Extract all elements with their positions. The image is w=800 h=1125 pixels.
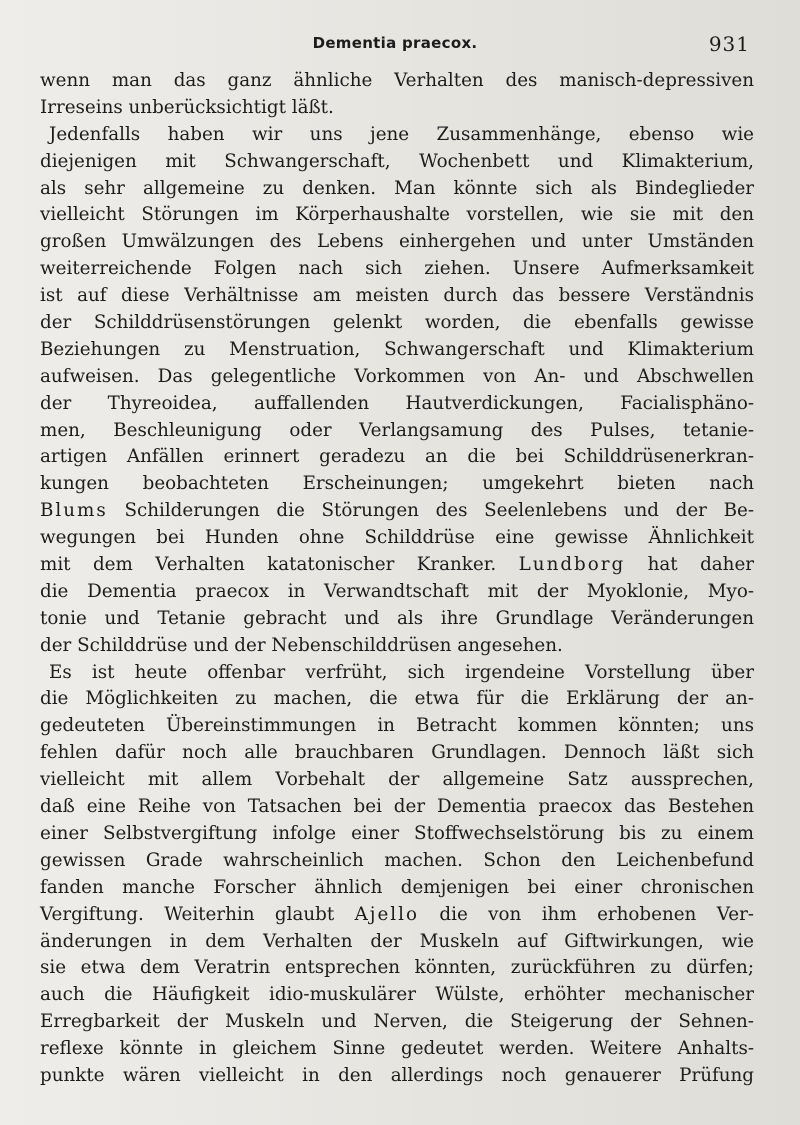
text-line: als sehr allgemeine zu denken. Man könnte sich als Bindeglieder — [40, 177, 754, 199]
text-line: weiterreichende Folgen nach sich ziehen. Unsere Aufmerksamkeit — [40, 258, 754, 280]
text-line: aufweisen. Das gelegentliche Vorkommen von An- und Abschwellen — [40, 365, 754, 387]
text-line: die Dementia praecox in Verwandtschaft mit der Myoklonie, Myo- — [40, 580, 754, 602]
text-line: kungen beobachteten Erscheinungen; umgekehrt bieten nach — [40, 473, 754, 495]
text-line: Blums Schilderungen die Störungen des Seelenlebens und der Be- — [40, 500, 754, 522]
text-line: artigen Anfällen erinnert geradezu an die bei Schilddrüsenerkran- — [40, 446, 754, 468]
text-line: der Thyreoidea, auffallenden Hautverdickungen, Facialisphäno- — [40, 392, 754, 414]
text-line: tonie und Tetanie gebracht und als ihre Grundlage Veränderungen — [40, 607, 754, 629]
text-line: Vergiftung. Weiterhin glaubt Ajello die von ihm erhobenen Ver- — [40, 903, 754, 925]
text-line: Jedenfalls haben wir uns jene Zusammenhänge, ebenso wie — [49, 123, 754, 145]
text-line: men, Beschleunigung oder Verlangsamung des Pulses, tetanie- — [40, 419, 754, 441]
text-line: daß eine Reihe von Tatsachen bei der Dementia praecox das Bestehen — [40, 796, 754, 818]
author-name: Lundborg — [518, 554, 626, 576]
text-line: reflexe könnte in gleichem Sinne gedeutet werden. Weitere Anhalts- — [40, 1038, 754, 1060]
text-line: sie etwa dem Veratrin entsprechen könnten, zurückführen zu dürfen; — [40, 957, 754, 979]
text-line: Es ist heute offenbar verfrüht, sich irgendeine Vorstellung über — [49, 661, 754, 683]
text-line: diejenigen mit Schwangerschaft, Wochenbett und Klimakterium, — [40, 150, 754, 172]
text-line: der Schilddrüsenstörungen gelenkt worden, die ebenfalls gewisse — [40, 312, 754, 334]
text-line: vielleicht Störungen im Körperhaushalte vorstellen, wie sie mit den — [40, 204, 754, 226]
page-header — [40, 30, 750, 60]
text-line: die Möglichkeiten zu machen, die etwa für die Erklärung der an- — [40, 688, 754, 710]
text-line: Erregbarkeit der Muskeln und Nerven, die Steigerung der Sehnen- — [40, 1011, 754, 1033]
text-line: mit dem Verhalten katatonischer Kranker. Lundborg hat daher — [40, 554, 755, 576]
body-text — [40, 68, 754, 1090]
text-line: Irreseins unberücksichtigt läßt. — [40, 96, 334, 118]
text-line: wenn man das ganz ähnliche Verhalten des manisch-depressiven — [40, 70, 754, 91]
text-line: Beziehungen zu Menstruation, Schwangerschaft und Klimakterium — [40, 338, 754, 360]
text-line: einer Selbstvergiftung infolge einer Stoffwechselstörung bis zu einem — [40, 822, 754, 844]
text-line: großen Umwälzungen des Lebens einhergehen und unter Umständen — [40, 231, 754, 253]
text-line: vielleicht mit allem Vorbehalt der allgemeine Satz aussprechen, — [40, 769, 754, 791]
author-name: Ajello — [354, 903, 419, 925]
text-line: der Schilddrüse und der Nebenschilddrüsen angesehen. — [40, 634, 563, 656]
running-title: Dementia praecox. — [312, 34, 478, 52]
text-line: auch die Häufigkeit idio-muskulärer Wülste, erhöhter mechanischer — [40, 984, 754, 1006]
page-number: 931 — [708, 32, 750, 56]
text-line: fanden manche Forscher ähnlich demjenigen bei einer chronischen — [40, 876, 754, 898]
text-line: gewissen Grade wahrscheinlich machen. Schon den Leichenbefund — [40, 849, 754, 871]
text-line: wegungen bei Hunden ohne Schilddrüse eine gewisse Ähnlichkeit — [40, 527, 754, 549]
text-line: ist auf diese Verhältnisse am meisten durch das bessere Verständnis — [40, 285, 754, 307]
text-line: fehlen dafür noch alle brauchbaren Grundlagen. Dennoch läßt sich — [40, 742, 754, 764]
text-line: änderungen in dem Verhalten der Muskeln auf Giftwirkungen, wie — [40, 930, 754, 952]
author-name: Blums — [40, 500, 108, 522]
text-line: punkte wären vielleicht in den allerdings noch genauerer Prüfung — [40, 1064, 754, 1086]
text-line: gedeuteten Übereinstimmungen in Betracht kommen könnten; uns — [40, 715, 754, 737]
